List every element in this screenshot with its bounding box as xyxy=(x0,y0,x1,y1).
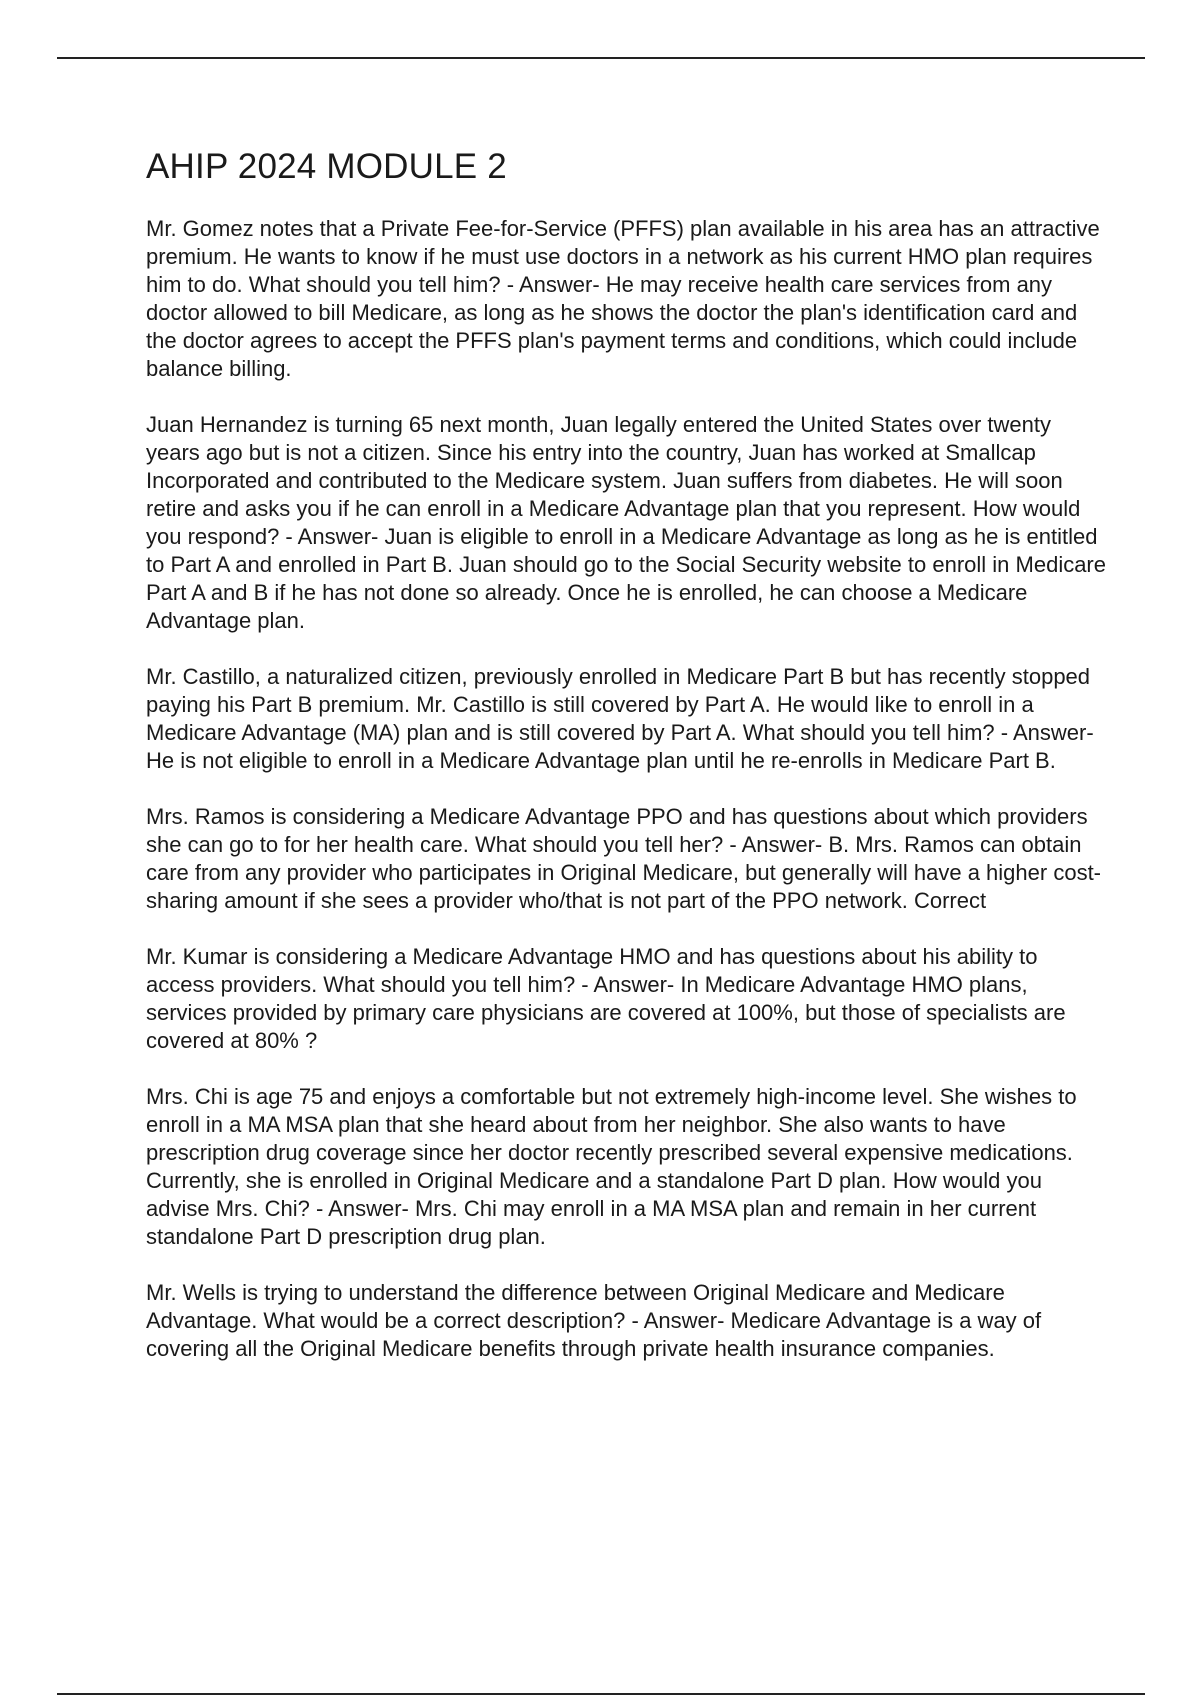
top-divider xyxy=(57,57,1145,59)
qa-entry-castillo: Mr. Castillo, a naturalized citizen, previously enrolled in Medicare Part B but has recently stopped paying his Part B premium. Mr. Castillo is still covered by Part A. He would like to enroll in a Medicare Advantage (MA) plan and is still covered by Part A. What should you tell him? - Answer- He is not eligible to enroll in a Medicare Advantage plan until he re-enrolls in Medicare Part B. xyxy=(146,664,1094,773)
qa-entry-chi: Mrs. Chi is age 75 and enjoys a comfortable but not extremely high-income level. She wishes to enroll in a MA MSA plan that she heard about from her neighbor. She also wants to have prescription drug coverage since her doctor recently prescribed several expensive medications. Currently, she is enrolled in Original Medicare and a standalone Part D plan. How would you advise Mrs. Chi? - Answer- Mrs. Chi may enroll in a MA MSA plan and remain in her current standalone Part D prescription drug plan. xyxy=(146,1084,1077,1249)
bottom-divider xyxy=(57,1693,1145,1695)
qa-entry-wells: Mr. Wells is trying to understand the difference between Original Medicare and Medicare Advantage. What would be a correct description? - Answer- Medicare Advantage is a way of covering all the Original Medicare benefits through private health insurance companies. xyxy=(146,1280,1042,1361)
qa-entry-hernandez: Juan Hernandez is turning 65 next month, Juan legally entered the United States over twenty years ago but is not a citizen. Since his entry into the country, Juan has worked at Smallcap Incorporated and contributed to the Medicare system. Juan suffers from diabetes. He will soon retire and asks you if he can enroll in a Medicare Advantage plan that you represent. How would you respond? - Answer- Juan is eligible to enroll in a Medicare Advantage as long as he is entitled to Part A and enrolled in Part B. Juan should go to the Social Security website to enroll in Medicare Part A and B if he has not done so already. Once he is enrolled, he can choose a Medicare Advantage plan. xyxy=(146,412,1106,633)
qa-entry-ramos: Mrs. Ramos is considering a Medicare Advantage PPO and has questions about which providers she can go to for her health care. What should you tell her? - Answer- B. Mrs. Ramos can obtain care from any provider who participates in Original Medicare, but generally will have a higher cost-sharing amount if she sees a provider who/that is not part of the PPO network. Correct xyxy=(146,804,1102,913)
page-title: AHIP 2024 MODULE 2 xyxy=(146,147,507,186)
qa-entry-kumar: Mr. Kumar is considering a Medicare Advantage HMO and has questions about his ability to access providers. What should you tell him? - Answer- In Medicare Advantage HMO plans, services provided by primary care physicians are covered at 100%, but those of specialists are covered at 80% ? xyxy=(146,944,1066,1053)
qa-entry-gomez: Mr. Gomez notes that a Private Fee-for-Service (PFFS) plan available in his area has an attractive premium. He wants to know if he must use doctors in a network as his current HMO plan requires him to do. What should you tell him? - Answer- He may receive health care services from any doctor allowed to bill Medicare, as long as he shows the doctor the plan's identification card and the doctor agrees to accept the PFFS plan's payment terms and conditions, which could include balance billing. xyxy=(146,216,1100,381)
document-body xyxy=(146,142,1106,1391)
